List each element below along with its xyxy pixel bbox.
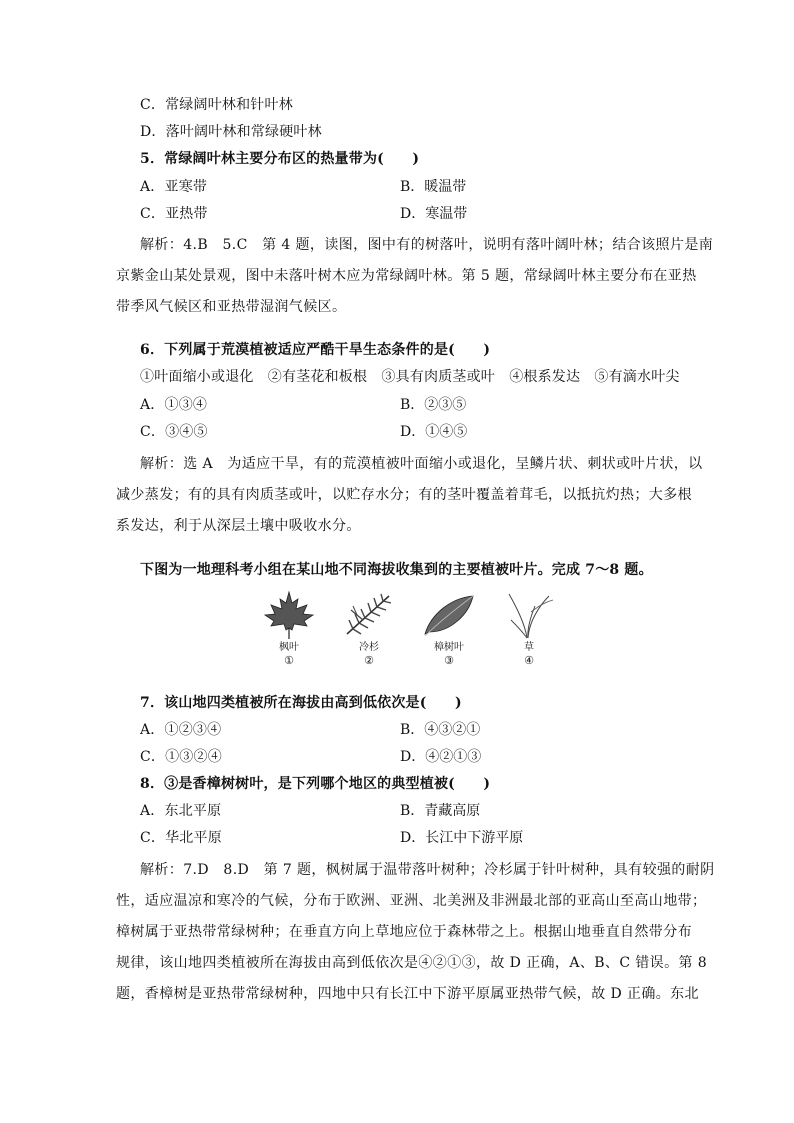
q4-option-c[interactable]: C．常绿阔叶林和针叶林 (140, 97, 293, 113)
q6-stem: 6．下列属于荒漠植被适应严酷干旱生态条件的是( ) (140, 342, 491, 358)
maple-leaf-icon (261, 590, 317, 640)
q8-option-d[interactable]: D．长江中下游平原 (400, 830, 524, 846)
camphor-leaf-figure (414, 590, 484, 667)
camphor-leaf-icon (421, 590, 477, 640)
analysis-line: 带季风气候区和亚热带湿润气候区。 (116, 299, 347, 315)
leaf-number: ④ (524, 654, 534, 667)
analysis-line: 减少蒸发；有的具有肉质茎或叶，以贮存水分；有的茎叶覆盖着茸毛，以抵抗灼热；大多根 (116, 487, 692, 503)
fir-branch-figure (334, 590, 404, 667)
q6-option-c[interactable]: C．③④⑤ (140, 424, 208, 440)
q4-option-d[interactable]: D．落叶阔叶林和常绿硬叶林 (140, 124, 322, 140)
analysis-line: 规律，该山地四类植被所在海拔由高到低依次是④②①③，故 D 正确，A、B、C 错误。第 8 (116, 955, 708, 971)
leaf-name: 冷杉 (359, 642, 379, 653)
q5-option-a[interactable]: A．亚寒带 (140, 179, 208, 195)
q7-option-a[interactable]: A．①②③④ (140, 722, 222, 738)
analysis-line: 解析：4.B 5.C 第 4 题，读图，图中有的树落叶，说明有落叶阔叶林；结合该照片是南 (140, 237, 714, 253)
q8-option-b[interactable]: B．青藏高原 (400, 803, 481, 819)
q6-option-d[interactable]: D．①④⑤ (400, 424, 468, 440)
intro-7-8: 下图为一地理科考小组在某山地不同海拔收集到的主要植被叶片。完成 7～8 题。 (140, 562, 653, 578)
analysis-line: 性，适应温凉和寒冷的气候，分布于欧洲、亚洲、北美洲及非洲最北部的亚高山至高山地带； (116, 893, 707, 909)
leaf-number: ② (364, 654, 374, 667)
q6-statements: ①叶面缩小或退化 ②有茎花和板根 ③具有肉质茎或叶 ④根系发达 ⑤有滴水叶尖 (140, 369, 680, 385)
q7-option-b[interactable]: B．④③②① (400, 722, 481, 738)
grass-figure (494, 590, 564, 667)
leaf-name: 枫叶 (279, 642, 299, 653)
analysis-line: 樟树属于亚热带常绿树种；在垂直方向上草地应位于森林带之上。根据山地垂直自然带分布 (116, 924, 692, 940)
analysis-line: 解析：选 A 为适应干旱，有的荒漠植被叶面缩小或退化，呈鳞片状、刺状或叶片状，以 (140, 456, 703, 472)
maple-leaf-figure (254, 590, 324, 667)
q5-stem: 5．常绿阔叶林主要分布区的热量带为( ) (140, 151, 420, 167)
q7-stem: 7．该山地四类植被所在海拔由高到低依次是( ) (140, 695, 462, 711)
grass-icon (501, 590, 557, 640)
q5-option-b[interactable]: B．暖温带 (400, 179, 467, 195)
analysis-7-8 (116, 855, 715, 1010)
analysis-4-5 (116, 230, 714, 323)
q5-option-c[interactable]: C．亚热带 (140, 206, 208, 222)
q7-option-c[interactable]: C．①③②④ (140, 749, 222, 765)
q7-option-d[interactable]: D．④②①③ (400, 749, 482, 765)
analysis-line: 题，香樟树是亚热带常绿树种，四地中只有长江中下游平原属亚热带气候，故 D 正确。东北 (116, 986, 699, 1002)
q8-option-a[interactable]: A．东北平原 (140, 803, 222, 819)
analysis-line: 解析：7.D 8.D 第 7 题，枫树属于温带落叶树种；冷杉属于针叶树种，具有较强的耐阴 (140, 862, 715, 878)
q6-option-a[interactable]: A．①③④ (140, 397, 208, 413)
analysis-6 (116, 449, 703, 542)
leaf-number: ③ (444, 654, 454, 667)
analysis-line: 京紫金山某处景观，图中未落叶树木应为常绿阔叶林。第 5 题，常绿阔叶林主要分布在亚热 (116, 268, 697, 284)
leaf-name: 樟树叶 (434, 642, 464, 653)
q8-option-c[interactable]: C．华北平原 (140, 830, 222, 846)
q8-stem: 8．③是香樟树树叶，是下列哪个地区的典型植被( ) (140, 776, 491, 792)
leaf-name: 草 (524, 642, 534, 653)
leaf-number: ① (284, 654, 294, 667)
q5-option-d[interactable]: D．寒温带 (400, 206, 468, 222)
q6-option-b[interactable]: B．②③⑤ (400, 397, 467, 413)
leaf-figure (254, 590, 564, 682)
fir-branch-icon (341, 590, 397, 640)
analysis-line: 系发达，利于从深层土壤中吸收水分。 (116, 518, 361, 534)
